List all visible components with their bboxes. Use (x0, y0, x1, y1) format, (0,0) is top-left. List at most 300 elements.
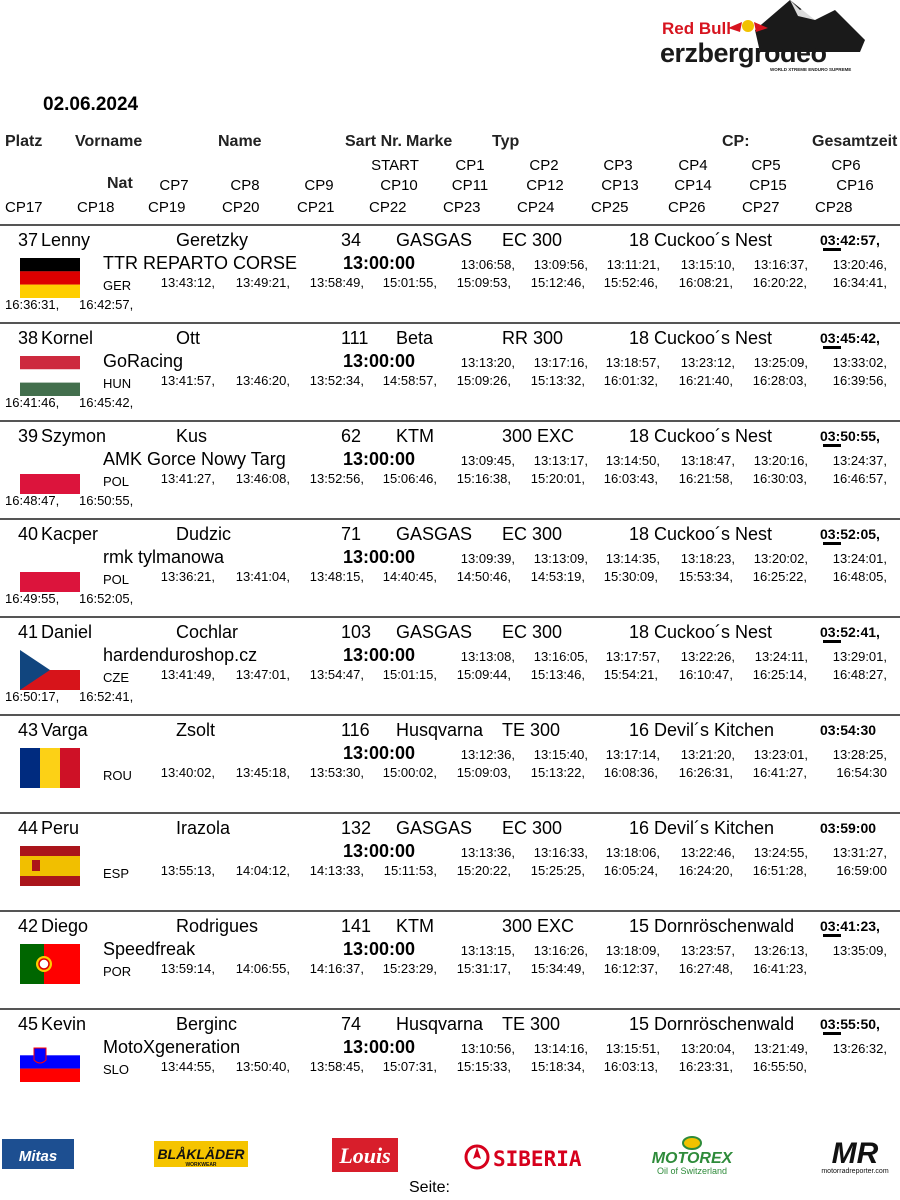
split-time: 15:00:02, (382, 765, 437, 780)
split-time: 15:52:46, (603, 275, 658, 290)
rider-nationality: GER (103, 278, 132, 293)
split-time: 13:40:02, (160, 765, 215, 780)
split-time: 16:27:48, (678, 961, 733, 976)
split-time: 13:23:01, (753, 747, 808, 762)
split-time: 13:49:21, (235, 275, 290, 290)
rider-brand: Husqvarna (396, 1014, 484, 1034)
split-time: 16:50:55, (79, 493, 134, 508)
col-startnr: Sart Nr. (345, 133, 402, 150)
svg-text:Oil of Switzerland: Oil of Switzerland (656, 1166, 728, 1176)
rider-start-time: 13:00:00 (343, 645, 416, 665)
rider-model: TE 300 (502, 1014, 561, 1034)
split-time: 13:17:16, (533, 355, 588, 370)
flag-icon-por (20, 944, 80, 984)
rider-total-time: 03:50:55, (820, 428, 880, 444)
motorex-logo (644, 1135, 740, 1175)
split-time: 16:45:42, (79, 395, 134, 410)
rider-total-time: 03:45:42, (820, 330, 880, 346)
split-time: 13:18:47, (680, 453, 735, 468)
rider-brand: KTM (396, 426, 434, 446)
split-time: 13:16:37, (753, 257, 808, 272)
split-time: 16:34:41, (832, 275, 887, 290)
rider-nationality: HUN (103, 376, 132, 391)
svg-text:SIBERIA: SIBERIA (493, 1147, 582, 1171)
rider-firstname: Peru (41, 818, 80, 838)
rider-firstname: Kacper (41, 524, 99, 544)
rider-place: 37 (18, 230, 39, 250)
split-time: 13:58:45, (309, 1059, 364, 1074)
split-time: 13:29:01, (832, 649, 887, 664)
split-time: 16:24:20, (678, 863, 733, 878)
cp-header-label: CP8 (230, 177, 260, 194)
split-time: 13:26:13, (753, 943, 808, 958)
svg-text:MR: MR (831, 1137, 879, 1170)
rider-brand: KTM (396, 916, 434, 936)
louis-logo (332, 1135, 398, 1175)
split-time: 13:09:56, (533, 257, 588, 272)
rider-start-time: 13:00:00 (343, 1037, 416, 1057)
split-time: 16:21:58, (678, 471, 733, 486)
rider-start-time: 13:00:00 (343, 351, 416, 371)
split-time: 13:20:04, (680, 1041, 735, 1056)
split-time: 13:35:09, (832, 943, 887, 958)
split-time: 15:54:21, (603, 667, 658, 682)
rider-place: 43 (18, 720, 39, 740)
split-time: 13:20:02, (753, 551, 808, 566)
split-time: 13:45:18, (235, 765, 290, 780)
split-time: 13:46:08, (235, 471, 290, 486)
split-time: 13:52:34, (309, 373, 364, 388)
flag-icon-rou (20, 748, 80, 788)
rider-place: 39 (18, 426, 39, 446)
rider-team: Speedfreak (103, 939, 196, 959)
rider-start-time: 13:00:00 (343, 939, 416, 959)
rider-nationality: POL (103, 474, 130, 489)
split-time: 16:03:43, (603, 471, 658, 486)
total-overflow-mark (823, 1031, 843, 1037)
split-time: 16:52:05, (79, 591, 134, 606)
split-time: 16:05:24, (603, 863, 658, 878)
rider-total-time: 03:55:50, (820, 1016, 880, 1032)
split-time: 14:06:55, (235, 961, 290, 976)
total-overflow-mark (823, 639, 843, 645)
split-time: 13:18:06, (605, 845, 660, 860)
rider-place: 44 (18, 818, 39, 838)
rider-checkpoint: 16 Devil´s Kitchen (629, 720, 775, 740)
split-time: 13:16:05, (533, 649, 588, 664)
split-time: 13:18:23, (680, 551, 735, 566)
rider-firstname: Lenny (41, 230, 91, 250)
rider-place: 38 (18, 328, 39, 348)
svg-text:Mitas: Mitas (18, 1148, 58, 1165)
rider-start-time: 13:00:00 (343, 449, 416, 469)
total-overflow-mark (823, 541, 843, 547)
cp-header-label: CP1 (455, 157, 485, 174)
split-time: 15:15:33, (456, 1059, 511, 1074)
split-time: 16:41:46, (5, 395, 60, 410)
rider-row (0, 322, 900, 422)
rider-team: AMK Gorce Nowy Targ (103, 449, 286, 469)
split-time: 15:34:49, (530, 961, 585, 976)
split-time: 16:01:32, (603, 373, 658, 388)
split-time: 16:20:22, (752, 275, 807, 290)
rider-model: EC 300 (502, 230, 563, 250)
rider-start-number: 71 (341, 524, 362, 544)
split-time: 16:10:47, (678, 667, 733, 682)
cp-header-label: CP27 (742, 199, 780, 216)
split-time: 16:52:41, (79, 689, 134, 704)
rider-total-time: 03:41:23, (820, 918, 880, 934)
flag-icon-pol (20, 552, 80, 592)
rider-firstname: Kornel (41, 328, 94, 348)
rider-lastname: Zsolt (176, 720, 216, 740)
split-time: 14:16:37, (309, 961, 364, 976)
rider-nationality: POL (103, 572, 130, 587)
cp-header-label: CP21 (297, 199, 335, 216)
rider-brand: GASGAS (396, 622, 473, 642)
split-time: 16:51:28, (752, 863, 807, 878)
rider-model: RR 300 (502, 328, 564, 348)
erzbergrodeo-logo (650, 0, 875, 78)
split-time: 13:41:49, (160, 667, 215, 682)
rider-place: 45 (18, 1014, 39, 1034)
cp-header-label: CP28 (815, 199, 853, 216)
rider-total-time: 03:52:41, (820, 624, 880, 640)
split-time: 15:07:31, (382, 1059, 437, 1074)
rider-team: MotoXgeneration (103, 1037, 241, 1057)
sponsor-bar (0, 1135, 900, 1180)
split-time: 15:13:32, (530, 373, 585, 388)
rider-firstname: Varga (41, 720, 88, 740)
cp-header-label: CP16 (836, 177, 874, 194)
cp-header-label: CP22 (369, 199, 407, 216)
split-time: 16:50:17, (5, 689, 60, 704)
rider-nationality: POR (103, 964, 132, 979)
rider-firstname: Daniel (41, 622, 93, 642)
rider-start-number: 132 (341, 818, 372, 838)
cp-header-label: CP14 (674, 177, 712, 194)
rider-row (0, 714, 900, 814)
split-time: 13:12:36, (460, 747, 515, 762)
split-time: 13:22:46, (680, 845, 735, 860)
cp-header-label: CP10 (380, 177, 418, 194)
svg-text:motorradreporter.com: motorradreporter.com (821, 1168, 889, 1175)
cp-header-label: START (371, 157, 419, 174)
split-time: 13:11:21, (606, 257, 660, 272)
rider-checkpoint: 18 Cuckoo´s Nest (629, 328, 773, 348)
split-time: 13:23:12, (680, 355, 735, 370)
split-time: 15:53:34, (678, 569, 733, 584)
rider-lastname: Geretzky (176, 230, 249, 250)
split-time: 13:15:10, (680, 257, 735, 272)
logo-main-text: erzbergrodeo (660, 38, 827, 68)
split-time: 15:13:22, (530, 765, 585, 780)
flag-icon-slo (20, 1042, 80, 1082)
split-time: 16:54:30 (836, 765, 887, 780)
split-time: 13:26:32, (832, 1041, 887, 1056)
rider-start-number: 74 (341, 1014, 362, 1034)
rider-model: EC 300 (502, 622, 563, 642)
split-time: 15:09:26, (456, 373, 511, 388)
flag-icon-ger (20, 258, 80, 298)
split-time: 15:01:15, (382, 667, 437, 682)
rider-start-time: 13:00:00 (343, 743, 416, 763)
split-time: 13:15:40, (533, 747, 588, 762)
rider-start-number: 116 (341, 720, 370, 740)
split-time: 13:18:09, (605, 943, 660, 958)
split-time: 13:33:02, (832, 355, 887, 370)
cp-header-label: CP5 (751, 157, 781, 174)
rider-checkpoint: 16 Devil´s Kitchen (629, 818, 775, 838)
split-time: 13:24:11, (754, 649, 808, 664)
split-time: 13:41:04, (235, 569, 290, 584)
split-time: 15:30:09, (603, 569, 658, 584)
split-time: 16:48:27, (832, 667, 887, 682)
rider-model: EC 300 (502, 524, 563, 544)
col-platz: Platz (5, 133, 43, 150)
split-time: 13:46:20, (235, 373, 290, 388)
split-time: 13:13:09, (533, 551, 588, 566)
split-time: 13:47:01, (235, 667, 290, 682)
rider-checkpoint: 18 Cuckoo´s Nest (629, 426, 773, 446)
cp-header-label: CP2 (529, 157, 559, 174)
split-time: 14:53:19, (530, 569, 585, 584)
rider-nationality: SLO (103, 1062, 130, 1077)
svg-text:MOTOREX: MOTOREX (651, 1150, 733, 1167)
cp-header-label: CP23 (443, 199, 481, 216)
rider-brand: GASGAS (396, 230, 473, 250)
rider-lastname: Irazola (176, 818, 231, 838)
split-time: 15:13:46, (530, 667, 585, 682)
flag-icon-hun (20, 356, 80, 396)
rider-checkpoint: 15 Dornröschenwald (629, 1014, 795, 1034)
rider-brand: GASGAS (396, 818, 473, 838)
split-time: 13:43:12, (160, 275, 215, 290)
rider-place: 42 (18, 916, 39, 936)
split-time: 15:09:44, (456, 667, 511, 682)
rider-firstname: Szymon (41, 426, 107, 446)
split-time: 16:55:50, (752, 1059, 807, 1074)
rider-lastname: Cochlar (176, 622, 239, 642)
split-time: 13:36:21, (160, 569, 215, 584)
rider-lastname: Rodrigues (176, 916, 259, 936)
split-time: 13:59:14, (160, 961, 215, 976)
split-time: 13:14:35, (605, 551, 660, 566)
split-time: 15:31:17, (456, 961, 511, 976)
rider-start-number: 103 (341, 622, 372, 642)
split-time: 16:30:03, (752, 471, 807, 486)
split-time: 15:23:29, (382, 961, 437, 976)
cp-header-label: CP7 (159, 177, 189, 194)
split-time: 15:06:46, (382, 471, 437, 486)
rider-brand: GASGAS (396, 524, 473, 544)
rider-nationality: CZE (103, 670, 129, 685)
cp-header-label: CP20 (222, 199, 260, 216)
split-time: 15:20:22, (456, 863, 511, 878)
rider-row (0, 1008, 900, 1108)
rider-total-time: 03:42:57, (820, 232, 880, 248)
split-time: 13:54:47, (309, 667, 364, 682)
split-time: 13:17:14, (605, 747, 660, 762)
total-overflow-mark (823, 247, 843, 253)
split-time: 13:20:46, (832, 257, 887, 272)
split-time: 13:58:49, (309, 275, 364, 290)
split-time: 16:23:31, (678, 1059, 733, 1074)
split-time: 16:59:00 (836, 863, 887, 878)
split-time: 13:23:57, (680, 943, 735, 958)
split-time: 13:48:15, (309, 569, 364, 584)
rider-model: 300 EXC (502, 426, 575, 446)
svg-text:Louis: Louis (339, 1143, 391, 1168)
mitas-logo (2, 1135, 74, 1175)
split-time: 13:53:30, (309, 765, 364, 780)
rider-team: rmk tylmanowa (103, 547, 225, 567)
cp-header-label: CP18 (77, 199, 115, 216)
rider-row (0, 616, 900, 716)
total-overflow-mark (823, 443, 843, 449)
split-time: 16:08:36, (603, 765, 658, 780)
rider-row (0, 224, 900, 324)
split-time: 14:50:46, (456, 569, 511, 584)
split-time: 13:16:26, (533, 943, 588, 958)
split-time: 14:40:45, (382, 569, 437, 584)
split-time: 15:18:34, (530, 1059, 585, 1074)
rider-total-time: 03:54:30 (820, 722, 877, 738)
cp-header-label: CP3 (603, 157, 633, 174)
logo-redbull-text: Red Bull (662, 19, 731, 38)
col-cp: CP: (722, 133, 750, 150)
split-time: 13:06:58, (460, 257, 515, 272)
split-time: 13:55:13, (160, 863, 215, 878)
split-time: 13:09:39, (460, 551, 515, 566)
cp-header-label: CP12 (526, 177, 564, 194)
cp-header-label: CP11 (451, 177, 489, 194)
split-time: 13:18:57, (605, 355, 660, 370)
rider-start-time: 13:00:00 (343, 547, 416, 567)
siberia-logo (463, 1135, 588, 1175)
split-time: 16:42:57, (79, 297, 134, 312)
rider-start-number: 62 (341, 426, 362, 446)
split-time: 13:31:27, (832, 845, 887, 860)
rider-start-number: 141 (341, 916, 372, 936)
split-time: 13:13:20, (460, 355, 515, 370)
split-time: 16:46:57, (832, 471, 887, 486)
rider-total-time: 03:52:05, (820, 526, 880, 542)
page-number-label: Seite: (409, 1179, 450, 1196)
rider-nationality: ROU (103, 768, 132, 783)
rider-start-number: 111 (341, 328, 369, 348)
split-time: 15:09:53, (456, 275, 511, 290)
split-time: 15:12:46, (530, 275, 585, 290)
split-time: 13:41:27, (160, 471, 215, 486)
split-time: 16:25:14, (752, 667, 807, 682)
rider-model: EC 300 (502, 818, 563, 838)
cp-header-label: CP15 (749, 177, 787, 194)
split-time: 16:48:47, (5, 493, 60, 508)
split-time: 13:22:26, (680, 649, 735, 664)
split-time: 16:36:31, (5, 297, 60, 312)
split-time: 13:21:20, (680, 747, 735, 762)
col-nat: Nat (107, 175, 133, 192)
rider-team: GoRacing (103, 351, 184, 371)
split-time: 16:39:56, (832, 373, 887, 388)
rider-brand: Beta (396, 328, 434, 348)
split-time: 13:13:15, (460, 943, 515, 958)
rider-row (0, 420, 900, 520)
cp-header-label: CP4 (678, 157, 708, 174)
rider-lastname: Berginc (176, 1014, 238, 1034)
split-time: 15:01:55, (382, 275, 437, 290)
split-time: 16:08:21, (678, 275, 733, 290)
cp-header-label: CP26 (668, 199, 706, 216)
split-time: 16:21:40, (678, 373, 733, 388)
motorradreporter-logo (812, 1135, 898, 1175)
split-time: 15:11:53, (383, 863, 437, 878)
split-time: 13:14:50, (605, 453, 660, 468)
rider-firstname: Kevin (41, 1014, 87, 1034)
split-time: 16:12:37, (603, 961, 658, 976)
split-time: 13:17:57, (605, 649, 660, 664)
split-time: 13:44:55, (160, 1059, 215, 1074)
rider-start-time: 13:00:00 (343, 253, 416, 273)
cp-header-label: CP19 (148, 199, 186, 216)
rider-model: 300 EXC (502, 916, 575, 936)
rider-total-time: 03:59:00 (820, 820, 877, 836)
rider-row (0, 518, 900, 618)
split-time: 14:58:57, (382, 373, 437, 388)
rider-team: hardenduroshop.cz (103, 645, 258, 665)
rider-nationality: ESP (103, 866, 130, 881)
blaklader-logo (154, 1135, 248, 1175)
rider-row (0, 812, 900, 912)
rider-checkpoint: 18 Cuckoo´s Nest (629, 622, 773, 642)
cp-header-label: CP6 (831, 157, 861, 174)
cp-header-label: CP9 (304, 177, 334, 194)
split-time: 16:03:13, (603, 1059, 658, 1074)
rider-brand: Husqvarna (396, 720, 484, 740)
rider-model: TE 300 (502, 720, 561, 740)
rider-checkpoint: 18 Cuckoo´s Nest (629, 230, 773, 250)
split-time: 13:28:25, (832, 747, 887, 762)
split-time: 13:24:37, (832, 453, 887, 468)
rider-place: 40 (18, 524, 39, 544)
rider-firstname: Diego (41, 916, 89, 936)
race-date: 02.06.2024 (43, 94, 139, 115)
rider-lastname: Kus (176, 426, 208, 446)
split-time: 13:10:56, (460, 1041, 515, 1056)
cp-header-label: CP13 (601, 177, 639, 194)
total-overflow-mark (823, 345, 843, 351)
split-time: 16:41:23, (752, 961, 807, 976)
split-time: 13:21:49, (753, 1041, 808, 1056)
cp-header-label: CP17 (5, 199, 43, 216)
cp-header-label: CP24 (517, 199, 555, 216)
split-time: 13:52:56, (309, 471, 364, 486)
split-time: 16:25:22, (752, 569, 807, 584)
logo-sub-text: WORLD XTREME ENDURO SUPREME (770, 67, 852, 72)
rider-lastname: Dudzic (176, 524, 232, 544)
flag-icon-cze (20, 650, 80, 690)
split-time: 13:15:51, (605, 1041, 660, 1056)
rider-row (0, 910, 900, 1010)
col-marke: Marke (406, 133, 453, 150)
rider-start-time: 13:00:00 (343, 841, 416, 861)
rider-team: TTR REPARTO CORSE (103, 253, 298, 273)
split-time: 16:26:31, (678, 765, 733, 780)
rider-checkpoint: 18 Cuckoo´s Nest (629, 524, 773, 544)
flag-icon-esp (20, 846, 80, 886)
split-time: 16:41:27, (752, 765, 807, 780)
